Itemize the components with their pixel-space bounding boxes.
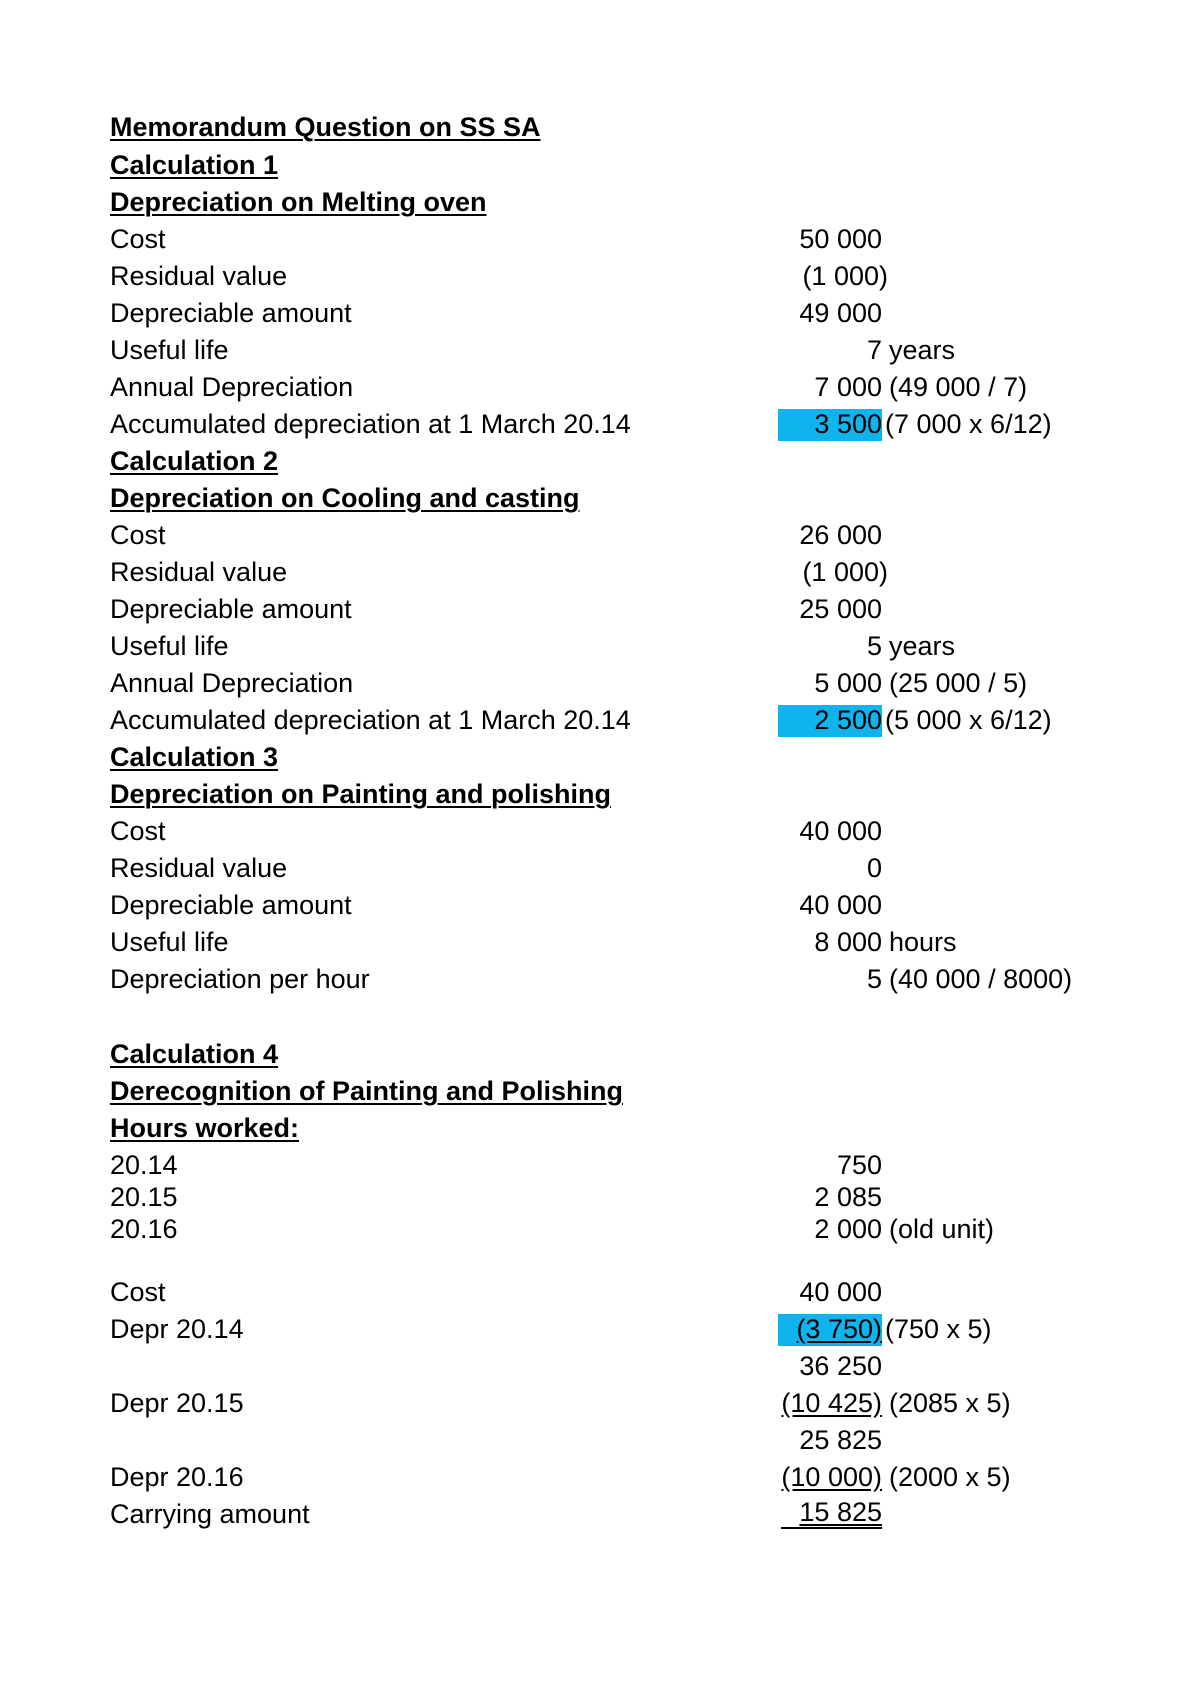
calc3-per-hour-label: Depreciation per hour	[110, 964, 370, 994]
calc1-depreciable-label: Depreciable amount	[110, 298, 352, 328]
calc2-annual-label: Annual Depreciation	[110, 668, 354, 698]
calc4-depr14-label: Depr 20.14	[110, 1314, 244, 1344]
calc2-life-value: 5	[866, 631, 882, 661]
calc1-accum-value: 3 500	[814, 409, 882, 439]
calc2-accum-label: Accumulated depreciation at 1 March 20.14	[110, 705, 631, 735]
calc1-cost-label: Cost	[110, 224, 166, 254]
calc3-life-value: 8 000	[814, 927, 882, 957]
calc3-cost-label: Cost	[110, 816, 166, 846]
calc1-annual-note: (49 000 / 7)	[889, 372, 1028, 402]
calc2-depreciable-value: 25 000	[799, 594, 882, 624]
calc1-depreciable-value: 49 000	[799, 298, 882, 328]
calc1-life-unit: years	[889, 335, 956, 365]
calc1-life-value: 7	[866, 335, 882, 365]
calc4-depr16-label: Depr 20.16	[110, 1462, 244, 1492]
calc1-life-label: Useful life	[110, 335, 229, 365]
calc2-cost-value: 26 000	[799, 520, 882, 550]
calc4-subheading-row	[0, 1074, 1200, 1108]
calc4-depr16-row	[0, 1460, 1200, 1494]
calc1-annual-value: 7 000	[814, 372, 882, 402]
calc4-hours-heading: Hours worked:	[110, 1113, 300, 1143]
calc2-subheading: Depreciation on Cooling and casting	[110, 483, 580, 513]
calc3-depreciable-label: Depreciable amount	[110, 890, 352, 920]
calc3-depreciable-row	[0, 888, 1200, 922]
calc4-depr15-row	[0, 1386, 1200, 1420]
calc2-depreciable-label: Depreciable amount	[110, 594, 352, 624]
calc4-depr14-note: (750 x 5)	[885, 1314, 992, 1344]
calc4-subtotal1-value: 36 250	[799, 1351, 882, 1381]
calc2-depreciable-row	[0, 592, 1200, 626]
calc1-subheading: Depreciation on Melting oven	[110, 187, 487, 217]
calc3-life-row	[0, 925, 1200, 959]
calc2-annual-value: 5 000	[814, 668, 882, 698]
calc1-residual-row	[0, 259, 1200, 293]
calc2-annual-note: (25 000 / 5)	[889, 668, 1028, 698]
calc3-heading-row	[0, 740, 1200, 774]
calc2-subheading-row	[0, 481, 1200, 515]
calc3-per-hour-row	[0, 962, 1200, 996]
calc3-life-unit: hours	[889, 927, 957, 957]
calc3-life-label: Useful life	[110, 927, 229, 957]
calc4-hours-heading-row	[0, 1111, 1200, 1145]
calc2-heading-row	[0, 444, 1200, 478]
calc3-subheading-row	[0, 777, 1200, 811]
calc1-heading: Calculation 1	[110, 150, 279, 180]
calc3-residual-row	[0, 851, 1200, 885]
calc3-per-hour-note: (40 000 / 8000)	[889, 964, 1073, 994]
calc1-cost-value: 50 000	[799, 224, 882, 254]
hours-note: (old unit)	[889, 1214, 995, 1244]
calc3-heading: Calculation 3	[110, 742, 279, 772]
calc2-residual-label: Residual value	[110, 557, 288, 587]
hours-value: 2 085	[814, 1182, 882, 1212]
calc3-per-hour-value: 5	[866, 964, 882, 994]
calc4-subtotal1-row	[0, 1349, 1200, 1383]
calc3-depreciable-value: 40 000	[799, 890, 882, 920]
calc4-carrying-label: Carrying amount	[110, 1499, 310, 1529]
hours-value: 750	[836, 1150, 882, 1180]
hours-year: 20.16	[110, 1214, 178, 1244]
calc2-residual-row	[0, 555, 1200, 589]
title-row	[0, 110, 1200, 144]
calc2-life-label: Useful life	[110, 631, 229, 661]
calc1-life-row	[0, 333, 1200, 367]
calc1-depreciable-row	[0, 296, 1200, 330]
calc2-accum-note: (5 000 x 6/12)	[885, 705, 1052, 735]
calc1-residual-label: Residual value	[110, 261, 288, 291]
calc4-cost-label: Cost	[110, 1277, 166, 1307]
calc4-depr16-note: (2000 x 5)	[889, 1462, 1011, 1492]
calc2-annual-row	[0, 666, 1200, 700]
calc4-depr15-value: (10 425)	[781, 1388, 882, 1418]
calc1-cost-row	[0, 222, 1200, 256]
calc2-cost-row	[0, 518, 1200, 552]
calc3-residual-label: Residual value	[110, 853, 288, 883]
hours-year: 20.14	[110, 1150, 178, 1180]
calc4-depr14-value: (3 750)	[796, 1314, 882, 1344]
calc3-subheading: Depreciation on Painting and polishing	[110, 779, 612, 809]
calc1-accum-label: Accumulated depreciation at 1 March 20.14	[110, 409, 631, 439]
calc2-accum-row	[0, 703, 1200, 737]
calc1-annual-row	[0, 370, 1200, 404]
page-title: Memorandum Question on SS SA	[110, 112, 541, 142]
calc4-carrying-row	[0, 1497, 1200, 1531]
calc4-cost-value: 40 000	[799, 1277, 882, 1307]
calc2-residual-value: (1 000)	[802, 557, 888, 587]
calc2-life-unit: years	[889, 631, 956, 661]
hours-row-2015	[0, 1180, 1200, 1214]
calc3-cost-row	[0, 814, 1200, 848]
calc1-heading-row	[0, 148, 1200, 182]
calc1-subheading-row	[0, 185, 1200, 219]
calc2-heading: Calculation 2	[110, 446, 279, 476]
calc4-heading-row	[0, 1037, 1200, 1071]
calc4-depr14-row	[0, 1312, 1200, 1346]
calc1-accum-note: (7 000 x 6/12)	[885, 409, 1052, 439]
calc2-life-row	[0, 629, 1200, 663]
calc4-heading: Calculation 4	[110, 1039, 279, 1069]
calc4-subtotal2-value: 25 825	[799, 1425, 882, 1455]
calc4-cost-row	[0, 1275, 1200, 1309]
hours-row-2014	[0, 1148, 1200, 1182]
calc3-residual-value: 0	[866, 853, 882, 883]
calc4-subtotal2-row	[0, 1423, 1200, 1457]
calc3-cost-value: 40 000	[799, 816, 882, 846]
calc2-accum-value: 2 500	[814, 705, 882, 735]
calc1-residual-value: (1 000)	[802, 261, 888, 291]
hours-row-2016	[0, 1212, 1200, 1246]
calc4-subheading: Derecognition of Painting and Polishing	[110, 1076, 623, 1106]
calc4-depr16-value: (10 000)	[781, 1462, 882, 1492]
calc4-depr15-label: Depr 20.15	[110, 1388, 244, 1418]
hours-value: 2 000	[814, 1214, 882, 1244]
calc2-cost-label: Cost	[110, 520, 166, 550]
calc1-accum-row	[0, 407, 1200, 441]
calc1-annual-label: Annual Depreciation	[110, 372, 354, 402]
calc4-depr15-note: (2085 x 5)	[889, 1388, 1011, 1418]
hours-year: 20.15	[110, 1182, 178, 1212]
calc4-carrying-value: 15 825	[781, 1497, 882, 1529]
